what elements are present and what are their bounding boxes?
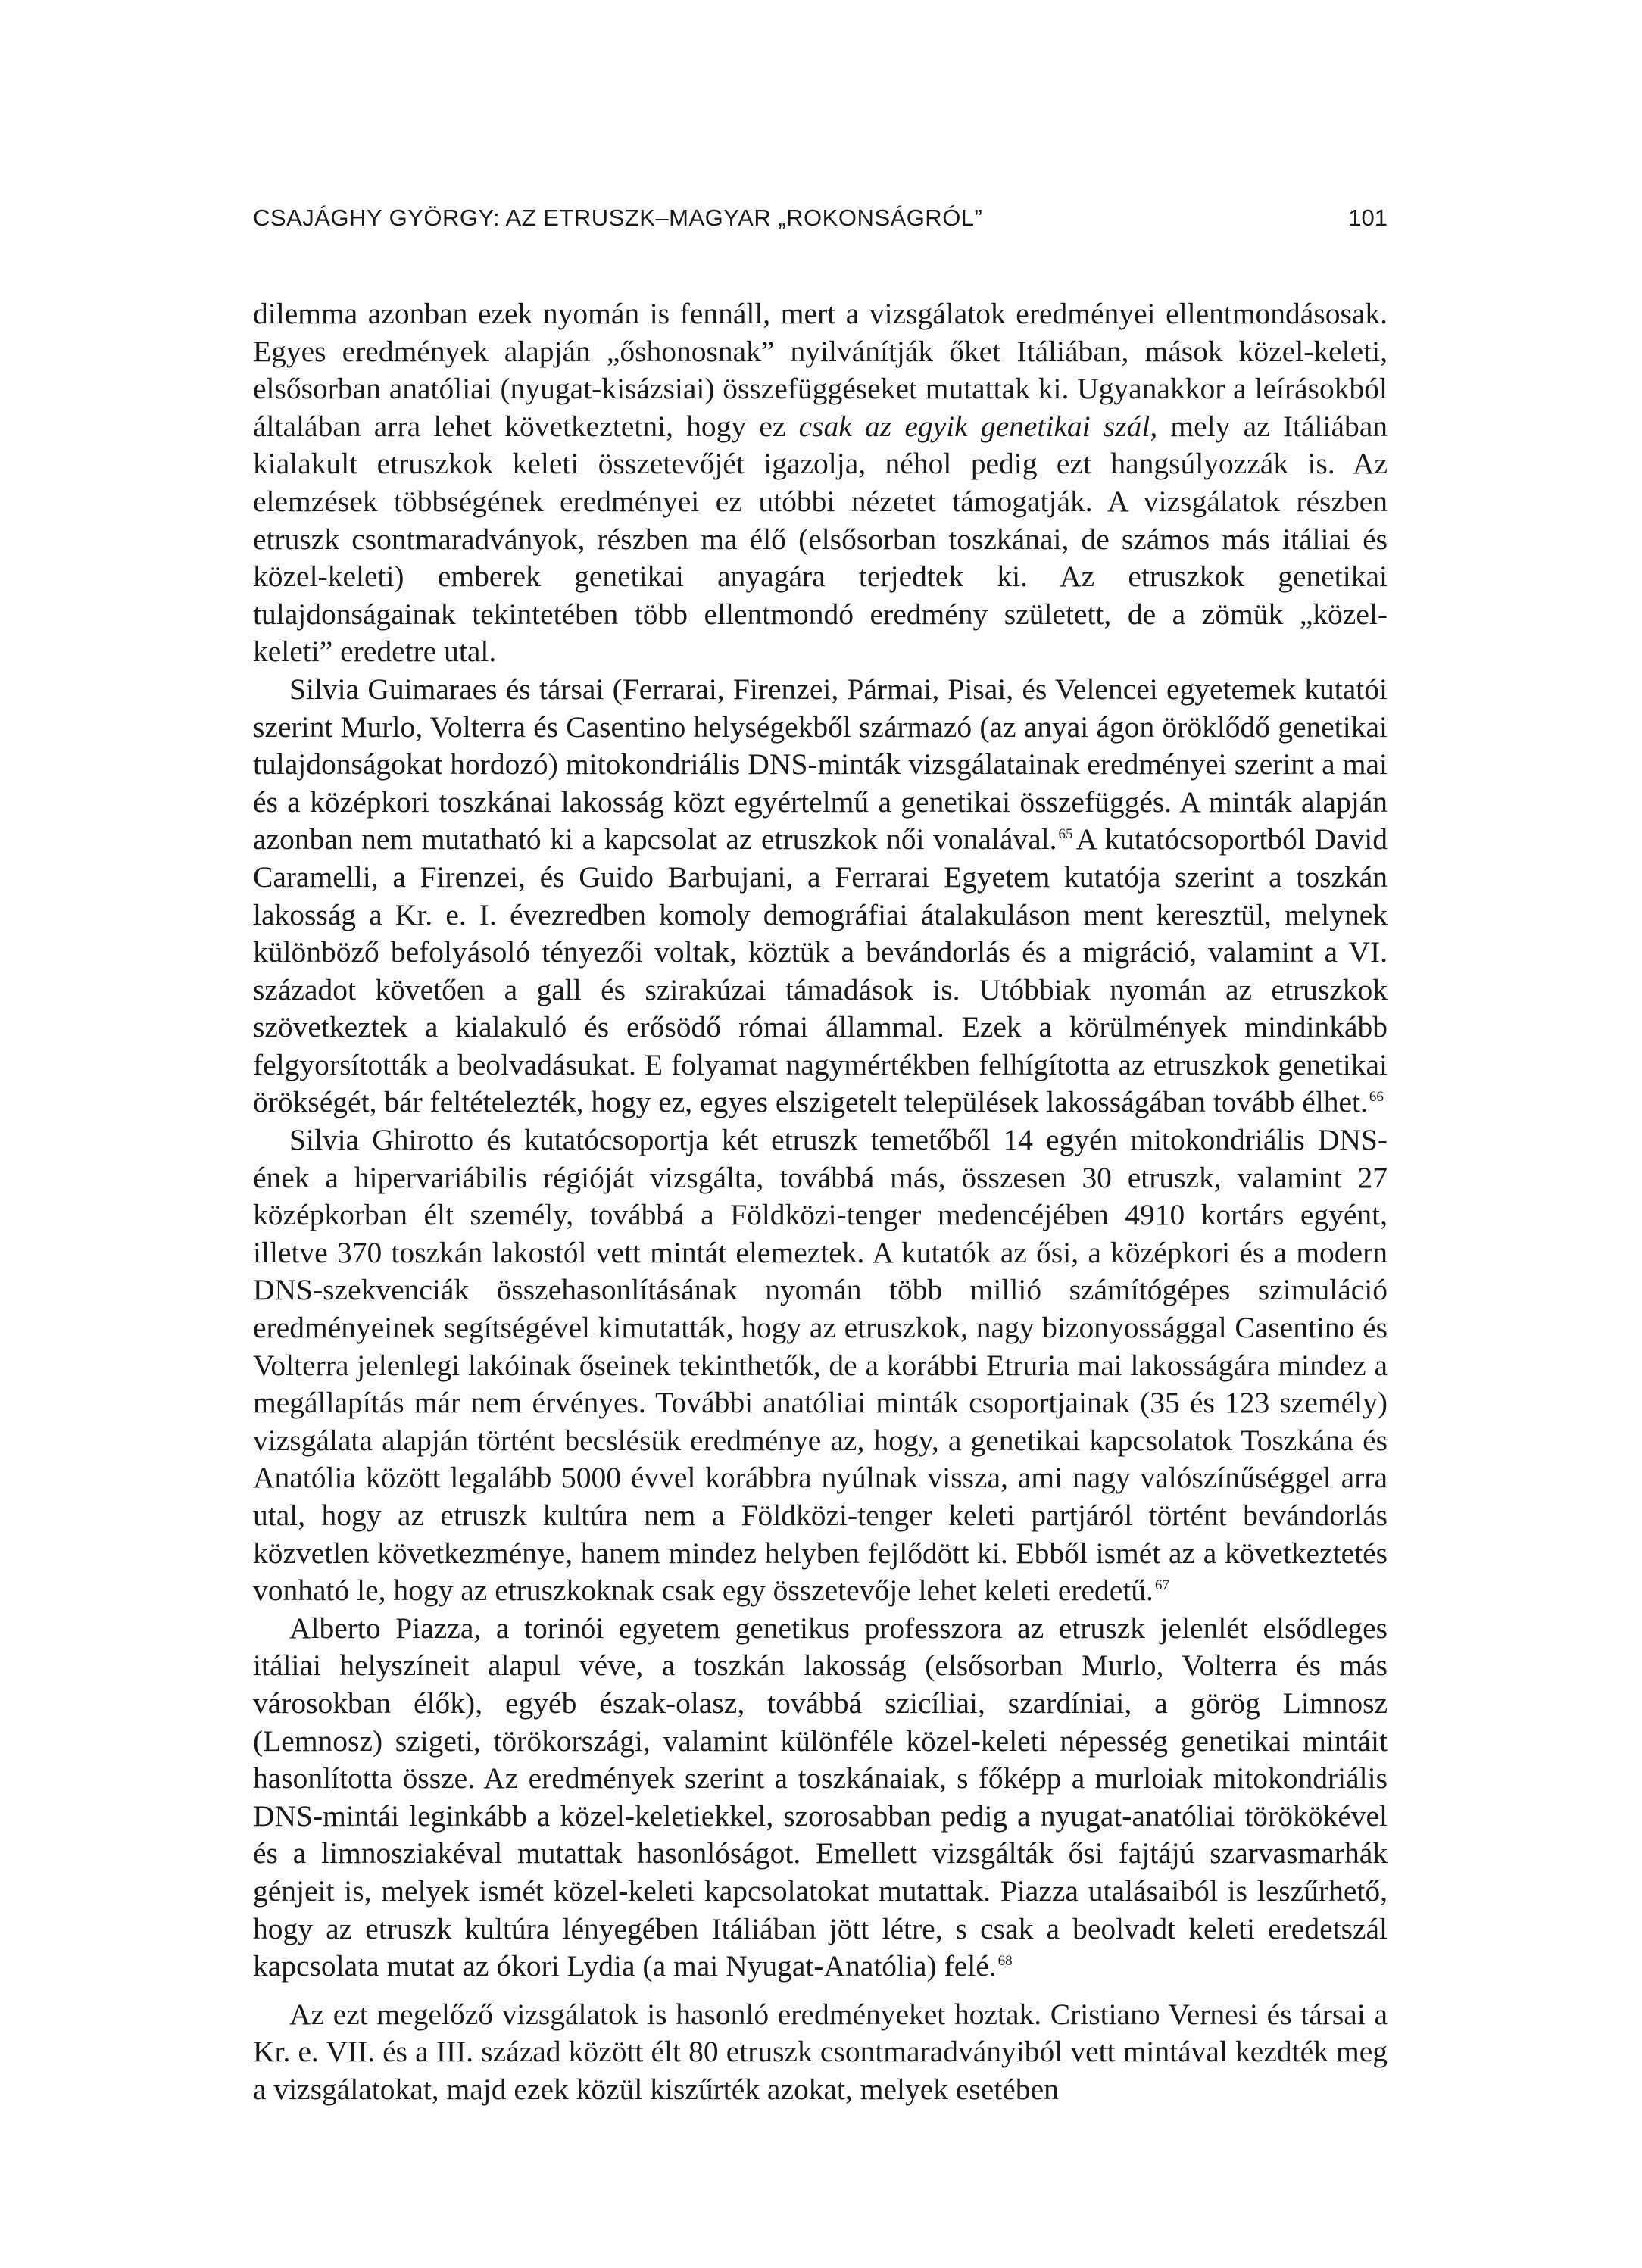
paragraph-1-text-a: dilemma azonban ezek nyomán is fennáll, mert a vizsgálatok eredményei ellentmondásosak. Egyes eredmények alapján „őshonosnak” nyilvánítják őket Itáliában, mások közel-keleti, elsősorban anatóliai (nyugat-kisázsiai) összefüggéseket mutattak ki. Ugyanakkor a leírásokból általában arra lehet következtetni, hogy ez (253, 297, 1388, 443)
paragraph-4-text: Alberto Piazza, a torinói egyetem genetikus professzora az etruszk jelenlét elsődleges itáliai helyszíneit alapul véve, a toszkán lakosság (elsősorban Murlo, Volterra és más városokban élők), egyéb észak-olasz, továbbá szicíliai, szardíniai, a görög Limnosz (Lemnosz) szigeti, törökországi, valamint különféle közel-keleti népesség genetikai mintáit hasonlította össze. Az eredmények szerint a toszkánaiak, s főképp a murloiak mitokondriális DNS-mintái leginkább a közel-keletiekkel, szorosabban pedig a nyugat-anatóliai törökökével és a limnosziakéval mutattak hasonlóságot. Emellett vizsgálták ősi fajtájú szarvasmarhák génjeit is, melyek ismét közel-keleti kapcsolatokat mutattak. Piazza utalásaiból is leszűrhető, hogy az etruszk kultúra lényegében Itáliában jött létre, s csak a beolvadt keleti eredetszál kapcsolata mutat az ókori Lydia (a mai Nyugat-Anatólia) felé. (253, 1611, 1388, 1983)
paragraph-1-text-b: , mely az Itáliában kialakult etruszkok keleti összetevőjét igazolja, néhol pedig ezt hangsúlyozzák is. Az elemzések többségének eredményei ez utóbbi nézetet támogatják. A vizsgálatok részben etruszk csontmaradványok, részben ma élő (elsősorban toszkánai, de számos más itáliai és közel-keleti) emberek genetikai anyagára terjedtek ki. Az etruszkok genetikai tulajdonságainak tekintetében több ellentmondó eredmény született, de a zömük „közel-keleti” eredetre utal. (253, 409, 1388, 669)
footnote-ref-66[interactable]: 66 (1369, 1089, 1384, 1106)
paragraph-2-text-a: Silvia Guimaraes és társai (Ferrarai, Firenzei, Pármai, Pisai, és Velencei egyetemek kutatói szerint Murlo, Volterra és Casentino helységekből származó (az anyai ágon öröklődő genetikai tulajdonságokat hordozó) mitokondriális DNS-minták vizsgálatainak eredményei szerint a mai és a középkori toszkánai lakosság közt egyértelmű a genetikai összefüggés. A minták alapján azonban nem mutatható ki a kapcsolat az etruszkok női vonalával. (253, 672, 1388, 856)
paragraph-1 (253, 295, 1388, 671)
body-text (253, 295, 1388, 2109)
paragraph-3-text: Silvia Ghirotto és kutatócsoportja két etruszk temetőből 14 egyén mitokondriális DNS-ének a hipervariábilis régióját vizsgálta, továbbá más, összesen 30 etruszk, valamint 27 középkorban élt személy, továbbá a Földközi-tenger medencéjében 4910 kortárs egyént, illetve 370 toszkán lakostól vett mintát elemeztek. A kutatók az ősi, a középkori és a modern DNS-szekvenciák összehasonlításának nyomán több millió számítógépes szimuláció eredményeinek segítségével kimutatták, hogy az etruszkok, nagy bizonyossággal Casentino és Volterra jelenlegi lakóinak őseinek tekinthetők, de a korábbi Etruria mai lakosságára mindez a megállapítás már nem érvényes. További anatóliai minták csoportjainak (35 és 123 személy) vizsgálata alapján történt becslésük eredménye az, hogy, a genetikai kapcsolatok Toszkána és Anatólia között legalább 5000 évvel korábbra nyúlnak vissza, ami nagy valószínűséggel arra utal, hogy az etruszk kultúra nem a Földközi-tenger keleti partjáról történt bevándorlás közvetlen következménye, hanem mindez helyben fejlődött ki. Ebből ismét az a következtetés vonható le, hogy az etruszkoknak csak egy összetevője lehet keleti eredetű. (253, 1123, 1388, 1608)
running-head: CSAJÁGHY GYÖRGY: AZ ETRUSZK–MAGYAR „ROKONSÁGRÓL” (253, 204, 983, 231)
paragraph-4 (253, 1610, 1388, 1986)
footnote-ref-68[interactable]: 68 (997, 1953, 1013, 1970)
paragraph-3 (253, 1122, 1388, 1610)
paragraph-5 (253, 1996, 1388, 2109)
footnote-ref-67[interactable]: 67 (1154, 1577, 1169, 1594)
paragraph-2-text-b: A kutatócsoportból David Caramelli, a Firenzei, és Guido Barbujani, a Ferrarai Egyetem kutatója szerint a toszkán lakosság a Kr. e. I. évezredben komoly demográfiai átalakuláson ment keresztül, melynek különböző befolyásoló tényezői voltak, köztük a bevándorlás és a migráció, valamint a VI. századot követően a gall és szirakúzai támadások is. Utóbbiak nyomán az etruszkok szövetkeztek a kialakuló és erősödő római állammal. Ezek a körülmények mindinkább felgyorsították a beolvadásukat. E folyamat nagymértékben felhígította az etruszkok genetikai örökségét, bár feltételezték, hogy ez, egyes elszigetelt települések lakosságában tovább élhet. (253, 822, 1388, 1119)
paragraph-5-text: Az ezt megelőző vizsgálatok is hasonló eredményeket hoztak. Cristiano Vernesi és társai a Kr. e. VII. és a III. század között élt 80 etruszk csontmaradványiból vett mintával kezdték meg a vizsgálatokat, majd ezek közül kiszűrték azokat, melyek esetében (253, 1997, 1388, 2106)
page-number: 101 (1348, 204, 1388, 231)
paragraph-1-emphasis: csak az egyik genetikai szál (798, 409, 1150, 443)
paragraph-2 (253, 671, 1388, 1122)
footnote-ref-65[interactable]: 65 (1058, 826, 1073, 843)
